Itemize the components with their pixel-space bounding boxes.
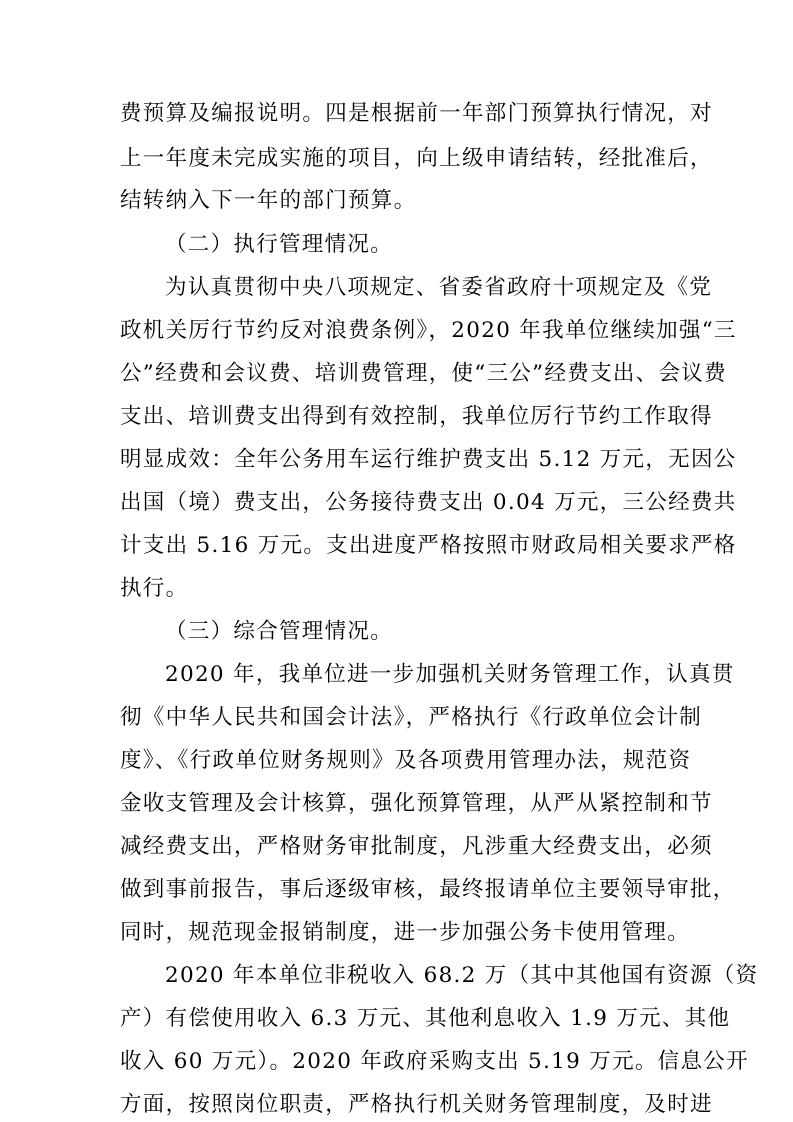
- body-line: 计支出 5.16 万元。支出进度严格按照市财政局相关要求严格: [120, 533, 737, 558]
- body-line: 执行。: [120, 576, 189, 601]
- section-heading-execution: （二）执行管理情况。: [165, 232, 394, 257]
- body-line: 减经费支出，严格财务审批制度，凡涉重大经费支出，必须: [120, 834, 713, 859]
- body-line: 明显成效：全年公务用车运行维护费支出 5.12 万元，无因公: [120, 447, 737, 472]
- body-line: 政机关厉行节约反对浪费条例》，2020 年我单位继续加强“三: [120, 318, 737, 343]
- body-line: 金收支管理及会计核算，强化预算管理，从严从紧控制和节: [120, 791, 713, 816]
- body-line: 彻《中华人民共和国会计法》，严格执行《行政单位会计制: [120, 705, 703, 730]
- body-line: 同时，规范现金报销制度，进一步加强公务卡使用管理。: [120, 920, 691, 945]
- body-line: 上一年度未完成实施的项目，向上级申请结转，经批准后，: [120, 146, 713, 171]
- section-heading-comprehensive: （三）综合管理情况。: [165, 619, 394, 644]
- body-line: 方面，按照岗位职责，严格执行机关财务管理制度，及时进: [120, 1092, 713, 1117]
- body-line: 公”经费和会议费、培训费管理，使“三公”经费支出、会议费: [120, 361, 727, 386]
- body-line: 2020 年，我单位进一步加强机关财务管理工作，认真贯: [165, 662, 735, 687]
- body-line: 出国（境）费支出，公务接待费支出 0.04 万元，三公经费共: [120, 490, 737, 515]
- body-line: 为认真贯彻中央八项规定、省委省政府十项规定及《党: [165, 275, 713, 300]
- body-line: 做到事前报告，事后逐级审核，最终报请单位主要领导审批，: [120, 877, 736, 902]
- body-line: 收入 60 万元）。2020 年政府采购支出 5.19 万元。信息公开: [120, 1049, 749, 1074]
- body-line: 度》、《行政单位财务规则》及各项费用管理办法，规范资: [120, 748, 692, 773]
- body-line: 结转纳入下一年的部门预算。: [120, 188, 417, 213]
- body-line: 产）有偿使用收入 6.3 万元、其他利息收入 1.9 万元、其他: [120, 1006, 731, 1031]
- body-line: 2020 年本单位非税收入 68.2 万（其中其他国有资源（资: [165, 963, 759, 988]
- body-line: 费预算及编报说明。四是根据前一年部门预算执行情况，对: [120, 101, 713, 126]
- body-line: 支出、培训费支出得到有效控制，我单位厉行节约工作取得: [120, 404, 713, 429]
